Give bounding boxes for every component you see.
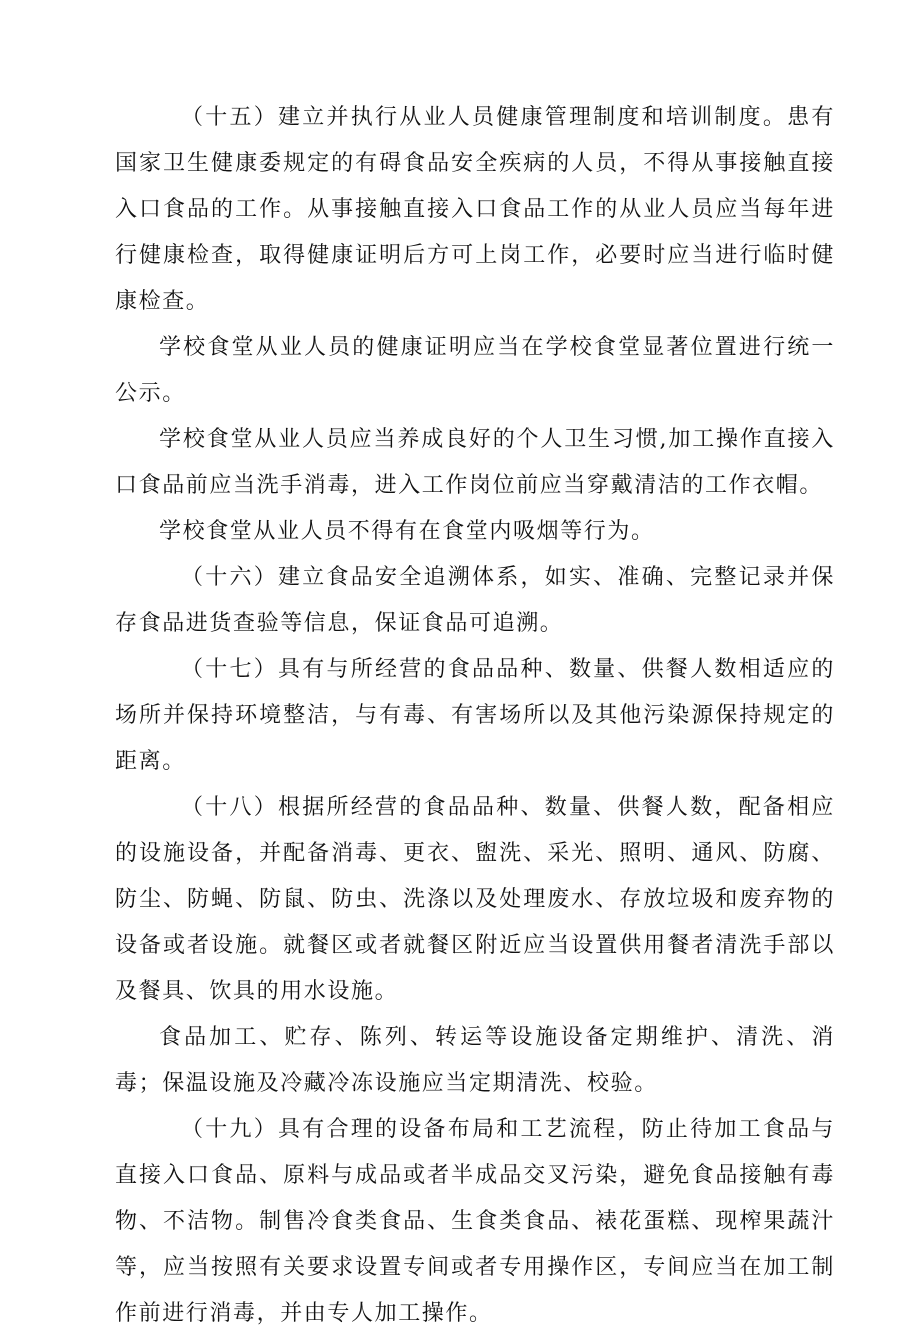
document-body: [115, 95, 835, 1337]
paragraph-item-16: （十六）建立食品安全追溯体系，如实、准确、完整记录并保存食品进货查验等信息，保证食品可追溯。: [115, 565, 835, 636]
paragraph-item-19: （十九）具有合理的设备布局和工艺流程，防止待加工食品与直接入口食品、原料与成品或者半成品交叉污染，避免食品接触有毒物、不洁物。制售冷食类食品、生食类食品、裱花蛋糕、现榨果蔬汁等，应当按照有关要求设置专间或者专用操作区，专间应当在加工制作前进行消毒，并由专人加工操作。: [115, 1117, 835, 1326]
paragraph-item-15: （十五）建立并执行从业人员健康管理制度和培训制度。患有国家卫生健康委规定的有碍食品安全疾病的人员，不得从事接触直接入口食品的工作。从事接触直接入口食品工作的从业人员应当每年进行健康检查，取得健康证明后方可上岗工作，必要时应当进行临时健康检查。: [115, 105, 835, 314]
paragraph-no-smoking: 学校食堂从业人员不得有在食堂内吸烟等行为。: [159, 519, 655, 544]
paragraph-equipment-maintenance: 食品加工、贮存、陈列、转运等设施设备定期维护、清洗、消毒；保温设施及冷藏冷冻设施应当定期清洗、校验。: [115, 1025, 835, 1096]
paragraph-item-18: （十八）根据所经营的食品品种、数量、供餐人数，配备相应的设施设备，并配备消毒、更衣、盥洗、采光、照明、通风、防腐、防尘、防蝇、防鼠、防虫、洗涤以及处理废水、存放垃圾和废弃物的设备或者设施。就餐区或者就餐区附近应当设置供用餐者清洗手部以及餐具、饮具的用水设施。: [115, 795, 835, 1004]
paragraph-health-certificate: 学校食堂从业人员的健康证明应当在学校食堂显著位置进行统一公示。: [115, 335, 835, 406]
paragraph-personal-hygiene: 学校食堂从业人员应当养成良好的个人卫生习惯,加工操作直接入口食品前应当洗手消毒，进入工作岗位前应当穿戴清洁的工作衣帽。: [115, 427, 835, 498]
paragraph-item-17: （十七）具有与所经营的食品品种、数量、供餐人数相适应的场所并保持环境整洁，与有毒、有害场所以及其他污染源保持规定的距离。: [115, 657, 835, 774]
